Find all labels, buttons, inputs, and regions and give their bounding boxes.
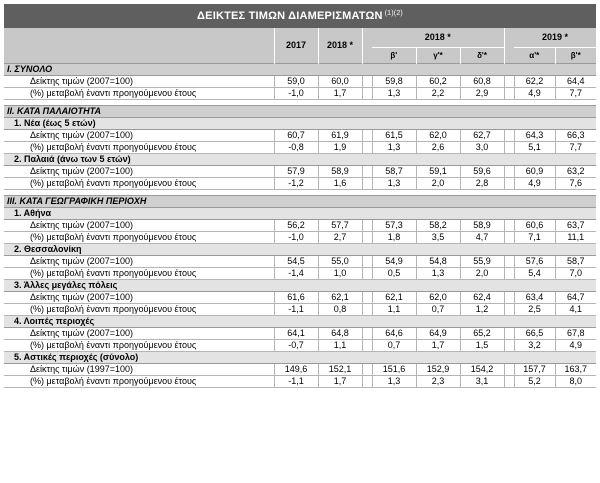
header-2018-quarters: 2018 * — [372, 28, 504, 48]
cell-value: -1,4 — [274, 268, 318, 280]
cell-spacer — [362, 364, 372, 376]
cell-value: 1,3 — [372, 178, 416, 190]
cell-value: 55,9 — [460, 256, 504, 268]
cell-value: 64,7 — [555, 292, 596, 304]
cell-value: 0,5 — [372, 268, 416, 280]
cell-value: 4,9 — [555, 340, 596, 352]
subsection-header-row — [4, 154, 596, 166]
cell-value: 1,3 — [372, 88, 416, 100]
row-label: Δείκτης τιμών (2007=100) — [4, 256, 274, 268]
cell-value: 59,8 — [372, 76, 416, 88]
cell-spacer — [504, 328, 514, 340]
subsection-title: 5. Αστικές περιοχές (σύνολο) — [4, 352, 596, 364]
cell-value: 57,3 — [372, 220, 416, 232]
cell-value: 1,3 — [372, 142, 416, 154]
cell-spacer — [504, 376, 514, 388]
cell-value: 7,1 — [514, 232, 555, 244]
cell-value: 64,4 — [555, 76, 596, 88]
subsection-title: 1. Αθήνα — [4, 208, 596, 220]
cell-value: 1,3 — [372, 376, 416, 388]
subsection-title: 2. Θεσσαλονίκη — [4, 244, 596, 256]
subsection-header-row — [4, 352, 596, 364]
cell-value: 58,9 — [318, 166, 362, 178]
cell-value: 3,0 — [460, 142, 504, 154]
cell-spacer — [504, 268, 514, 280]
cell-spacer — [362, 130, 372, 142]
cell-value: 65,2 — [460, 328, 504, 340]
cell-value: 0,7 — [416, 304, 460, 316]
cell-value: 1,2 — [460, 304, 504, 316]
header-2018-q3: γ'* — [416, 48, 460, 64]
cell-value: 55,0 — [318, 256, 362, 268]
header-2017: 2017 — [274, 28, 318, 64]
cell-spacer — [362, 142, 372, 154]
cell-value: 149,6 — [274, 364, 318, 376]
cell-spacer — [362, 178, 372, 190]
cell-value: 59,1 — [416, 166, 460, 178]
table-title — [4, 4, 596, 28]
row-label: (%) μεταβολή έναντι προηγούμενου έτους — [4, 376, 274, 388]
header-2019-q1: α'* — [514, 48, 555, 64]
cell-value: 151,6 — [372, 364, 416, 376]
cell-value: 61,6 — [274, 292, 318, 304]
subsection-header-row — [4, 316, 596, 328]
cell-spacer — [504, 142, 514, 154]
cell-value: 62,7 — [460, 130, 504, 142]
cell-value: 54,5 — [274, 256, 318, 268]
table-row — [4, 256, 596, 268]
cell-value: 2,2 — [416, 88, 460, 100]
cell-value: -1,1 — [274, 376, 318, 388]
table-row — [4, 232, 596, 244]
cell-value: 3,2 — [514, 340, 555, 352]
cell-value: -0,7 — [274, 340, 318, 352]
cell-value: 5,1 — [514, 142, 555, 154]
cell-value: 61,9 — [318, 130, 362, 142]
subsection-header-row — [4, 208, 596, 220]
header-spacer — [362, 28, 372, 64]
cell-value: 1,7 — [416, 340, 460, 352]
row-label: Δείκτης τιμών (2007=100) — [4, 292, 274, 304]
section-title: I. ΣΥΝΟΛΟ — [4, 64, 596, 76]
row-label: (%) μεταβολή έναντι προηγούμενου έτους — [4, 88, 274, 100]
cell-spacer — [362, 376, 372, 388]
cell-spacer — [362, 88, 372, 100]
cell-value: 152,9 — [416, 364, 460, 376]
cell-value: 7,6 — [555, 178, 596, 190]
section-header-row — [4, 196, 596, 208]
table-row — [4, 268, 596, 280]
table-row — [4, 328, 596, 340]
row-label: Δείκτης τιμών (2007=100) — [4, 220, 274, 232]
cell-value: 60,2 — [416, 76, 460, 88]
cell-spacer — [504, 340, 514, 352]
cell-value: 163,7 — [555, 364, 596, 376]
table-row — [4, 76, 596, 88]
cell-value: 1,1 — [372, 304, 416, 316]
table-row — [4, 340, 596, 352]
cell-value: 62,2 — [514, 76, 555, 88]
cell-value: 1,9 — [318, 142, 362, 154]
cell-value: 64,1 — [274, 328, 318, 340]
cell-value: 2,3 — [416, 376, 460, 388]
cell-value: 59,0 — [274, 76, 318, 88]
cell-value: -1,2 — [274, 178, 318, 190]
cell-value: 58,9 — [460, 220, 504, 232]
cell-value: 157,7 — [514, 364, 555, 376]
cell-value: 60,9 — [514, 166, 555, 178]
cell-value: 59,6 — [460, 166, 504, 178]
cell-value: 1,1 — [318, 340, 362, 352]
cell-value: 154,2 — [460, 364, 504, 376]
table-row — [4, 88, 596, 100]
row-label: Δείκτης τιμών (2007=100) — [4, 76, 274, 88]
section-header-row — [4, 106, 596, 118]
table-title-text: ΔΕΙΚΤΕΣ ΤΙΜΩΝ ΔΙΑΜΕΡΙΣΜΑΤΩΝ — [197, 10, 383, 22]
price-index-table — [4, 28, 596, 388]
cell-value: 64,3 — [514, 130, 555, 142]
cell-spacer — [504, 256, 514, 268]
cell-value: 60,6 — [514, 220, 555, 232]
header-spacer — [504, 28, 514, 64]
header-empty-cell — [4, 28, 274, 64]
cell-value: 56,2 — [274, 220, 318, 232]
cell-value: 62,0 — [416, 292, 460, 304]
table-row — [4, 376, 596, 388]
section-header-row — [4, 64, 596, 76]
cell-spacer — [504, 130, 514, 142]
header-row-years — [4, 28, 596, 48]
cell-value: 58,7 — [555, 256, 596, 268]
cell-spacer — [362, 292, 372, 304]
subsection-title: 1. Νέα (έως 5 ετών) — [4, 118, 596, 130]
table-row — [4, 292, 596, 304]
cell-value: 57,6 — [514, 256, 555, 268]
cell-value: 63,4 — [514, 292, 555, 304]
subsection-title: 2. Παλαιά (άνω των 5 ετών) — [4, 154, 596, 166]
cell-value: 3,5 — [416, 232, 460, 244]
cell-value: 57,7 — [318, 220, 362, 232]
cell-value: -0,8 — [274, 142, 318, 154]
cell-spacer — [504, 292, 514, 304]
cell-value: 58,2 — [416, 220, 460, 232]
cell-value: 2,0 — [460, 268, 504, 280]
subsection-header-row — [4, 118, 596, 130]
cell-value: 62,1 — [318, 292, 362, 304]
table-body — [4, 64, 596, 388]
cell-value: 7,0 — [555, 268, 596, 280]
cell-spacer — [362, 76, 372, 88]
cell-value: 66,3 — [555, 130, 596, 142]
table-row — [4, 304, 596, 316]
cell-spacer — [504, 178, 514, 190]
cell-spacer — [504, 364, 514, 376]
cell-value: 4,9 — [514, 178, 555, 190]
cell-value: 5,2 — [514, 376, 555, 388]
cell-value: 2,7 — [318, 232, 362, 244]
cell-value: 60,0 — [318, 76, 362, 88]
table-row — [4, 364, 596, 376]
row-label: (%) μεταβολή έναντι προηγούμενου έτους — [4, 268, 274, 280]
table-row — [4, 178, 596, 190]
cell-value: 5,4 — [514, 268, 555, 280]
row-label: (%) μεταβολή έναντι προηγούμενου έτους — [4, 340, 274, 352]
cell-spacer — [504, 304, 514, 316]
cell-value: 2,0 — [416, 178, 460, 190]
cell-value: 54,8 — [416, 256, 460, 268]
cell-value: 67,8 — [555, 328, 596, 340]
subsection-header-row — [4, 280, 596, 292]
cell-spacer — [504, 232, 514, 244]
cell-value: 1,3 — [416, 268, 460, 280]
cell-value: 4,7 — [460, 232, 504, 244]
cell-value: 54,9 — [372, 256, 416, 268]
cell-value: 11,1 — [555, 232, 596, 244]
section-title: II. ΚΑΤΑ ΠΑΛΑΙΟΤΗΤΑ — [4, 106, 596, 118]
cell-value: 60,7 — [274, 130, 318, 142]
cell-value: 1,7 — [318, 88, 362, 100]
cell-value: 4,9 — [514, 88, 555, 100]
subsection-title: 4. Λοιπές περιοχές — [4, 316, 596, 328]
row-label: Δείκτης τιμών (2007=100) — [4, 166, 274, 178]
cell-spacer — [504, 220, 514, 232]
cell-value: 66,5 — [514, 328, 555, 340]
header-2019-quarters: 2019 * — [514, 28, 596, 48]
cell-value: 1,6 — [318, 178, 362, 190]
cell-value: 1,5 — [460, 340, 504, 352]
cell-value: 2,9 — [460, 88, 504, 100]
cell-value: 57,9 — [274, 166, 318, 178]
cell-value: -1,0 — [274, 232, 318, 244]
cell-spacer — [504, 76, 514, 88]
cell-value: 60,8 — [460, 76, 504, 88]
row-label: Δείκτης τιμών (1997=100) — [4, 364, 274, 376]
cell-value: 7,7 — [555, 88, 596, 100]
cell-value: 0,7 — [372, 340, 416, 352]
cell-value: 61,5 — [372, 130, 416, 142]
cell-value: 1,8 — [372, 232, 416, 244]
header-2019-q2: β'* — [555, 48, 596, 64]
cell-value: -1,0 — [274, 88, 318, 100]
cell-spacer — [362, 328, 372, 340]
cell-value: 2,8 — [460, 178, 504, 190]
table-row — [4, 130, 596, 142]
cell-value: 2,5 — [514, 304, 555, 316]
cell-value: 62,1 — [372, 292, 416, 304]
table-row — [4, 166, 596, 178]
cell-spacer — [362, 166, 372, 178]
header-2018-q2: β' — [372, 48, 416, 64]
row-label: Δείκτης τιμών (2007=100) — [4, 130, 274, 142]
cell-spacer — [504, 88, 514, 100]
cell-value: 64,9 — [416, 328, 460, 340]
cell-value: 64,8 — [318, 328, 362, 340]
cell-spacer — [362, 232, 372, 244]
cell-value: 62,4 — [460, 292, 504, 304]
header-2018-annual: 2018 * — [318, 28, 362, 64]
cell-spacer — [362, 220, 372, 232]
table-row — [4, 220, 596, 232]
cell-spacer — [362, 256, 372, 268]
row-label: (%) μεταβολή έναντι προηγούμενου έτους — [4, 232, 274, 244]
cell-value: 4,1 — [555, 304, 596, 316]
section-title: III. ΚΑΤΑ ΓΕΩΓΡΑΦΙΚΗ ΠΕΡΙΟΧΗ — [4, 196, 596, 208]
cell-value: 2,6 — [416, 142, 460, 154]
cell-spacer — [362, 304, 372, 316]
cell-value: 63,2 — [555, 166, 596, 178]
cell-value: 62,0 — [416, 130, 460, 142]
cell-value: 1,7 — [318, 376, 362, 388]
table-title-note: (1)(2) — [384, 9, 403, 17]
cell-spacer — [362, 340, 372, 352]
cell-value: -1,1 — [274, 304, 318, 316]
row-label: (%) μεταβολή έναντι προηγούμενου έτους — [4, 178, 274, 190]
cell-value: 8,0 — [555, 376, 596, 388]
cell-value: 0,8 — [318, 304, 362, 316]
cell-value: 58,7 — [372, 166, 416, 178]
table-row — [4, 142, 596, 154]
subsection-title: 3. Άλλες μεγάλες πόλεις — [4, 280, 596, 292]
cell-value: 3,1 — [460, 376, 504, 388]
cell-value: 63,7 — [555, 220, 596, 232]
subsection-header-row — [4, 244, 596, 256]
cell-value: 7,7 — [555, 142, 596, 154]
row-label: (%) μεταβολή έναντι προηγούμενου έτους — [4, 142, 274, 154]
row-label: Δείκτης τιμών (2007=100) — [4, 328, 274, 340]
cell-spacer — [362, 268, 372, 280]
header-2018-q4: δ'* — [460, 48, 504, 64]
row-label: (%) μεταβολή έναντι προηγούμενου έτους — [4, 304, 274, 316]
cell-value: 64,6 — [372, 328, 416, 340]
cell-spacer — [504, 166, 514, 178]
cell-value: 1,0 — [318, 268, 362, 280]
cell-value: 152,1 — [318, 364, 362, 376]
